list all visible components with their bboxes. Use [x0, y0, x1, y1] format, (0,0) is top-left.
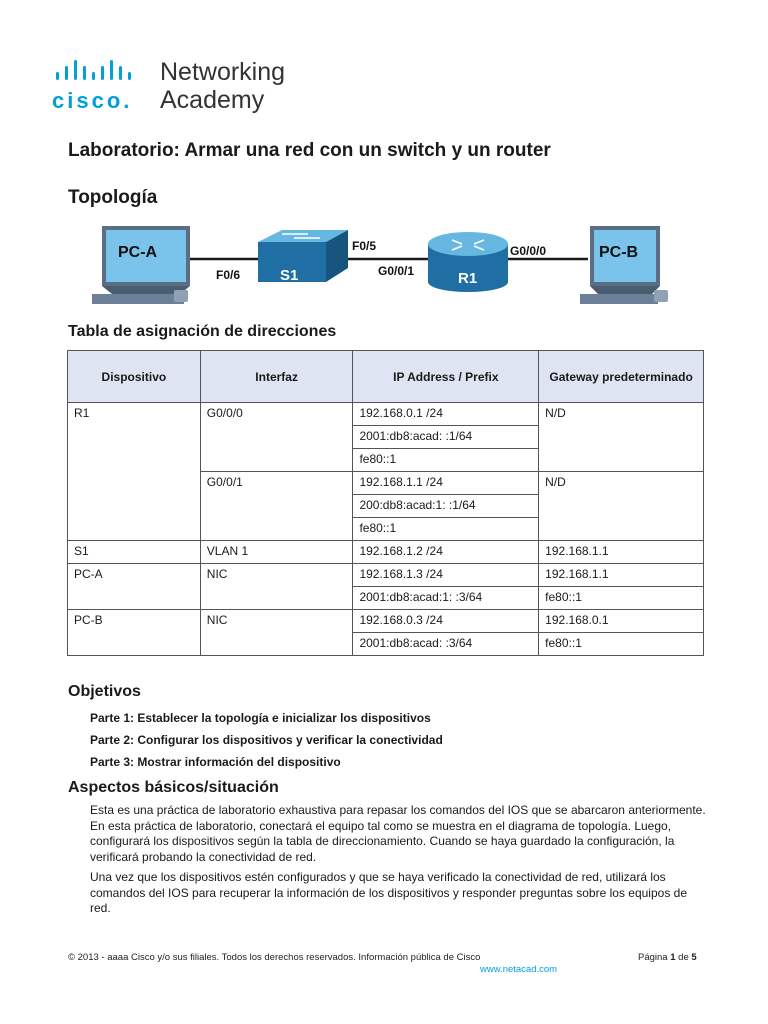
page-title: Laboratorio: Armar una red con un switch y un router — [68, 140, 551, 161]
cell-gateway: N/D — [539, 403, 704, 426]
cell-interface: NIC — [200, 564, 353, 587]
cell-interface — [200, 495, 353, 518]
page-current: 1 — [670, 952, 676, 963]
cell-ip: 192.168.0.3 /24 — [353, 610, 539, 633]
cell-ip: fe80::1 — [353, 518, 539, 541]
cell-gateway — [539, 426, 704, 449]
cell-gateway — [539, 495, 704, 518]
page-total: 5 — [691, 952, 697, 963]
objective-part-3: Parte 3: Mostrar información del dispositivo — [90, 755, 341, 769]
header-interface: Interfaz — [200, 351, 353, 403]
cell-device — [68, 495, 201, 518]
cell-device — [68, 633, 201, 656]
switch-s1-icon — [258, 230, 348, 282]
interface-f0-5-label: F0/5 — [352, 239, 377, 253]
interface-g0-0-0-label: G0/0/0 — [510, 244, 547, 258]
footer-copyright: © 2013 - aaaa Cisco y/o sus filiales. Todos los derechos reservados. Información pública de Cisco — [68, 952, 481, 963]
pc-b-label: PC-B — [599, 244, 639, 261]
address-table-heading: Tabla de asignación de direcciones — [68, 323, 337, 340]
cell-gateway — [539, 518, 704, 541]
cell-ip: 200:db8:acad:1: :1/64 — [353, 495, 539, 518]
cell-ip: 2001:db8:acad: :3/64 — [353, 633, 539, 656]
topology-heading: Topología — [68, 187, 158, 208]
table-row — [68, 633, 704, 656]
table-row — [68, 495, 704, 518]
cell-device — [68, 426, 201, 449]
cell-interface: G0/0/0 — [200, 403, 353, 426]
objective-part-2: Parte 2: Configurar los dispositivos y verificar la conectividad — [90, 733, 443, 747]
table-row — [68, 587, 704, 610]
cell-ip: 192.168.1.3 /24 — [353, 564, 539, 587]
table-row — [68, 472, 704, 495]
cell-interface — [200, 518, 353, 541]
background-heading: Aspectos básicos/situación — [68, 779, 279, 796]
cell-ip: 192.168.0.1 /24 — [353, 403, 539, 426]
cell-device: S1 — [68, 541, 201, 564]
cell-ip: 192.168.1.1 /24 — [353, 472, 539, 495]
cisco-networking-academy-logo — [52, 58, 312, 118]
cell-interface: VLAN 1 — [200, 541, 353, 564]
cisco-bars-icon — [54, 60, 154, 86]
header-ip: IP Address / Prefix — [353, 351, 539, 403]
cell-gateway — [539, 449, 704, 472]
objective-part-1: Parte 1: Establecer la topología e inicializar los dispositivos — [90, 711, 431, 725]
cell-interface — [200, 633, 353, 656]
cell-interface: NIC — [200, 610, 353, 633]
cell-gateway: 192.168.1.1 — [539, 541, 704, 564]
interface-f0-6-label: F0/6 — [216, 268, 241, 282]
cell-device: PC-B — [68, 610, 201, 633]
table-row — [68, 541, 704, 564]
logo-line-academy: Academy — [160, 86, 265, 114]
cell-gateway: 192.168.0.1 — [539, 610, 704, 633]
table-row — [68, 564, 704, 587]
s1-label: S1 — [280, 267, 299, 284]
header-gateway: Gateway predeterminado — [539, 351, 704, 403]
pc-b-icon — [580, 226, 668, 304]
cell-ip: 192.168.1.2 /24 — [353, 541, 539, 564]
cell-gateway: fe80::1 — [539, 633, 704, 656]
cell-interface — [200, 449, 353, 472]
cell-device — [68, 449, 201, 472]
background-paragraph-1: Esta es una práctica de laboratorio exhaustiva para repasar los comandos del IOS que se abarcaron anteriormente. En esta práctica de laboratorio, conectará el equipo tal como se muestra en el diagrama de topología. Luego, configurará los dispositivos según la tabla de direccionamiento. Cuando se haya guardado la configuración, la verificará probando la conectividad de red. — [90, 803, 706, 864]
objectives-heading: Objetivos — [68, 683, 141, 700]
pc-a-label: PC-A — [118, 244, 158, 261]
footer-page-number — [638, 952, 697, 963]
logo-line-networking: Networking — [160, 58, 286, 86]
cell-ip: fe80::1 — [353, 449, 539, 472]
background-paragraph-2: Una vez que los dispositivos estén configurados y que se haya verificado la conectividad de red, utilizará los comandos del IOS para recuperar la información de los dispositivos y responder preguntas sobre los equipos de red. — [90, 870, 687, 915]
table-row — [68, 518, 704, 541]
pc-a-icon — [92, 226, 190, 304]
cell-ip: 2001:db8:acad: :1/64 — [353, 426, 539, 449]
r1-label: R1 — [458, 270, 478, 287]
table-row — [68, 449, 704, 472]
cell-gateway: N/D — [539, 472, 704, 495]
header-device: Dispositivo — [68, 351, 201, 403]
address-table — [67, 350, 704, 656]
cell-gateway: fe80::1 — [539, 587, 704, 610]
cell-device — [68, 472, 201, 495]
cell-device: R1 — [68, 403, 201, 426]
table-row — [68, 426, 704, 449]
cisco-wordmark: cisco. — [52, 88, 133, 113]
interface-g0-0-1-label: G0/0/1 — [378, 264, 415, 278]
cell-gateway: 192.168.1.1 — [539, 564, 704, 587]
page-prefix: Página — [638, 952, 668, 963]
cell-device — [68, 518, 201, 541]
cell-interface — [200, 426, 353, 449]
footer-link-netacad[interactable]: www.netacad.com — [480, 964, 558, 975]
cell-ip: 2001:db8:acad:1: :3/64 — [353, 587, 539, 610]
table-row — [68, 610, 704, 633]
cell-interface: G0/0/1 — [200, 472, 353, 495]
cell-device: PC-A — [68, 564, 201, 587]
table-row — [68, 403, 704, 426]
topology-diagram — [68, 222, 708, 312]
page-sep: de — [678, 952, 689, 963]
cell-interface — [200, 587, 353, 610]
cell-device — [68, 587, 201, 610]
